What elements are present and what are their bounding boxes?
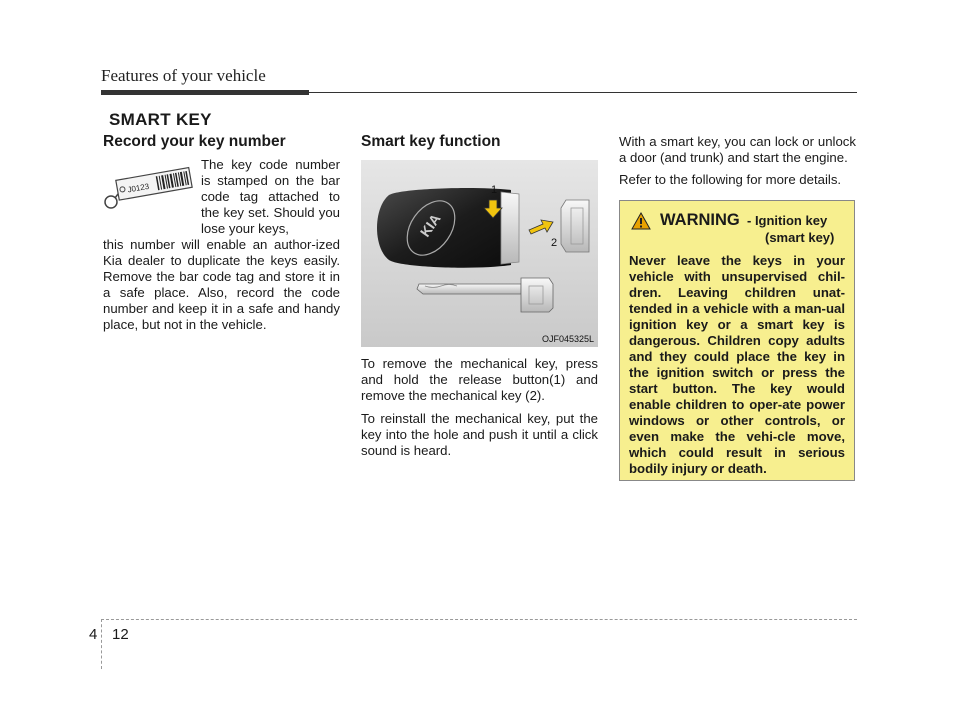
smart-key-refer-text: Refer to the following for more details. — [619, 172, 842, 187]
svg-text:KIA: KIA — [416, 210, 444, 240]
record-key-wrap-paragraph — [201, 157, 340, 237]
warning-triangle-icon — [631, 212, 651, 230]
smart-key-remove-text: To remove the mechanical key, press and hold the release button(1) and remove the mechanical key (2). — [361, 356, 598, 403]
smart-key-heading-wrap — [361, 134, 598, 150]
smart-key-intro-text: With a smart key, you can lock or unlock a door (and trunk) and start the engine. — [619, 134, 856, 165]
warning-body: Never leave the keys in your vehicle with unsupervised chil-dren. Leaving children unat-tended in a vehicle with a man-ual ignition key or a smart key is dangerous. Children copy adults and they could place the key in the ignition switch or press the start button. The key would enable children to oper-ate power windows or other controls, or even make the vehi-cle move, which could result in serious bodily injury or death. — [629, 253, 845, 476]
warning-subtitle-line1: - Ignition key — [747, 213, 828, 228]
warning-subtitle-line2: (smart key) — [765, 230, 835, 245]
figure-label-2: 2 — [551, 237, 558, 249]
header-rule-thick — [101, 90, 309, 95]
page-header-title: Features of your vehicle — [101, 66, 266, 85]
smart-key-photo — [361, 160, 598, 347]
record-key-rest-text: this number will enable an author-ized Kia dealer to duplicate the keys easily. Remove the bar code tag and store it in a safe place. Also, record the code number and keep it in a safe and handy place, but not in the vehicle. — [103, 237, 340, 332]
footer-rule — [101, 619, 857, 620]
footer-vertical-rule — [101, 619, 102, 669]
record-key-heading-wrap — [103, 134, 340, 150]
header-rule-thin — [309, 92, 857, 93]
key-tag-code: J0123 — [126, 181, 150, 195]
smart-key-intro — [619, 134, 856, 194]
warning-box — [619, 200, 855, 481]
key-tag-illustration — [103, 160, 193, 212]
smart-key-instructions — [361, 356, 598, 466]
figure-label-1: 1 — [491, 184, 498, 196]
record-key-rest-paragraph — [103, 237, 340, 333]
record-key-heading: Record your key number — [103, 133, 286, 150]
smart-key-heading: Smart key function — [361, 133, 501, 150]
page-number: 12 — [112, 626, 129, 643]
warning-header — [629, 211, 845, 253]
figure-code: OJF045325L — [541, 334, 594, 344]
chapter-number: 4 — [89, 626, 98, 643]
warning-label: WARNING — [660, 211, 740, 229]
section-title: SMART KEY — [109, 110, 212, 129]
record-key-wrap-text: The key code number is stamped on the bar code tag attached to the key set. Should you lose your keys, — [201, 157, 340, 236]
smart-key-reinstall-text: To reinstall the mechanical key, put the key into the hole and push it until a click sound is heard. — [361, 411, 598, 458]
